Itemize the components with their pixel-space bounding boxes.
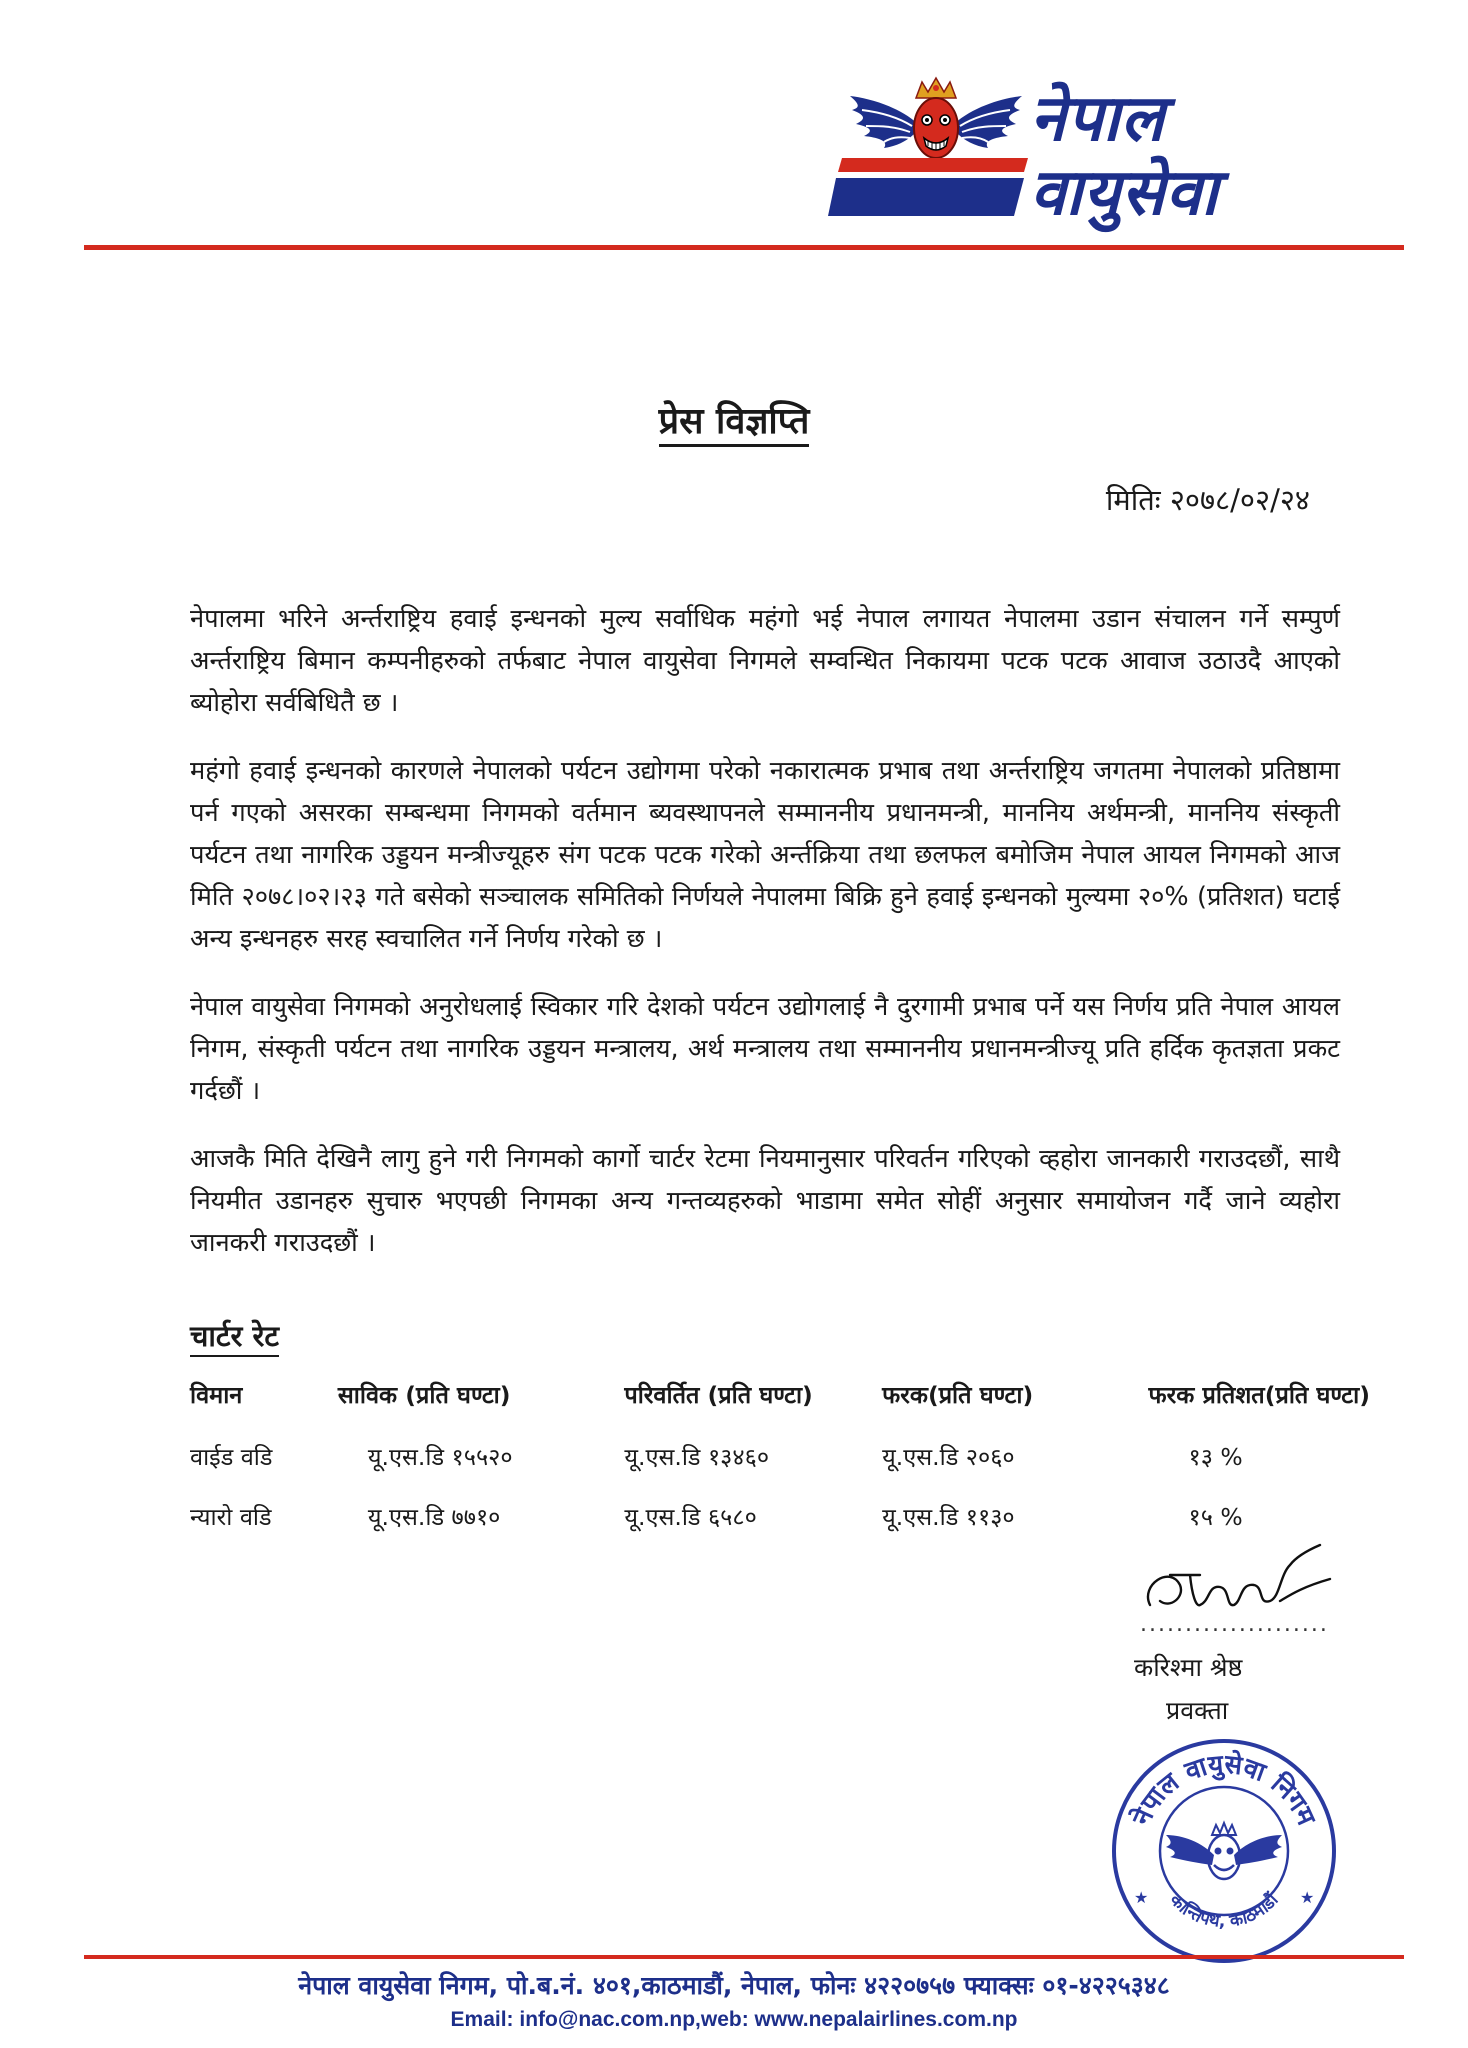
- table-cell: न्यारो वडि: [190, 1503, 272, 1531]
- table-cell: यू.एस.डि १५५२०: [367, 1443, 513, 1471]
- official-seal-icon: [1108, 1735, 1340, 1967]
- svg-text:★: ★: [1300, 1888, 1315, 1907]
- signature-line: .....................: [1140, 1612, 1329, 1637]
- column-header: विमान: [190, 1381, 243, 1409]
- table-cell: यू.एस.डि २०६०: [882, 1443, 1015, 1471]
- body-text: [190, 598, 1340, 1290]
- logo-stripe-icon: [828, 158, 1028, 216]
- table-row: [190, 1434, 1370, 1494]
- svg-text:कान्तिपथ, काठमाडौं: कान्तिपथ, काठमाडौं: [1165, 1890, 1283, 1932]
- header-divider: [84, 245, 1404, 250]
- signatory-name: करिश्मा श्रेष्ठ: [1134, 1653, 1243, 1682]
- paragraph-3: नेपाल वायुसेवा निगमको अनुरोधलाई स्विकार गरि देशको पर्यटन उद्योगलाई नै दुरगामी प्रभाब पर्ने यस निर्णय प्रति नेपाल आयल निगम, संस्कृती पर्यटन तथा नागरिक उड्डयन मन्त्रालय, अर्थ मन्त्रालय तथा सम्माननीय प्रधानमन्त्रीज्यू प्रति हर्दिक कृतज्ञता प्रकट गर्दछौं ।: [190, 992, 1340, 1106]
- footer-divider: [84, 1955, 1404, 1959]
- svg-text:★: ★: [1134, 1888, 1149, 1907]
- column-header: साविक (प्रति घण्टा): [337, 1381, 511, 1409]
- logo-wordmark: [1030, 82, 1219, 230]
- table-cell: यू.एस.डि ६५८०: [624, 1503, 757, 1531]
- document-date: मितिः २०७८/०२/२४: [1105, 483, 1310, 517]
- logo-line-1: नेपाल: [1030, 82, 1165, 156]
- column-header: फरक प्रतिशत(प्रति घण्टा): [1148, 1381, 1370, 1409]
- svg-text:नेपाल वायुसेवा निगम: नेपाल वायुसेवा निगम: [1127, 1749, 1321, 1830]
- table-cell: यू.एस.डि १३४६०: [624, 1443, 770, 1471]
- logo-line-2: वायुसेवा: [1030, 156, 1219, 230]
- column-header: परिवर्तित (प्रति घण्टा): [624, 1381, 813, 1409]
- paragraph-4: आजकै मिति देखिनै लागु हुने गरी निगमको कार्गो चार्टर रेटमा नियमानुसार परिवर्तन गरिएको व्हहोरा जानकारी गराउदछौं, साथै नियमीत उडानहरु सुचारु भएपछी निगमका अन्य गन्तव्यहरुको भाडामा समेत सोहीं अनुसार समायोजन गर्दै जाने व्यहोरा जानकरी गराउदछौं ।: [190, 1144, 1340, 1258]
- page-title: प्रेस विज्ञप्ति: [0, 395, 1468, 444]
- paragraph-2: महंगो हवाई इन्धनको कारणले नेपालको पर्यटन उद्योगमा परेको नकारात्मक प्रभाब तथा अर्न्तराष्ट्रिय जगतमा नेपालको प्रतिष्ठामा पर्न गएको असरका सम्बन्धमा निगमको वर्तमान ब्यवस्थापनले सम्माननीय प्रधानमन्त्री, माननिय अर्थमन्त्री, माननिय संस्कृती पर्यटन तथा नागरिक उड्डयन मन्त्रीज्यूहरु संग पटक पटक गरेको अर्न्तक्रिया तथा छलफल बमोजिम नेपाल आयल निगमको आज मिति २०७८।०२।२३ गते बसेको सञ्चालक समितिको निर्णयले नेपालमा बिक्रि हुने हवाई इन्धनको मुल्यमा २०% (प्रतिशत) घटाई अन्य इन्धनहरु सरह स्वचालित गर्ने निर्णय गरेको छ ।: [190, 756, 1340, 954]
- table-cell: यू.एस.डि ७७१०: [367, 1503, 501, 1531]
- table-cell: यू.एस.डि ११३०: [882, 1503, 1015, 1531]
- footer-address: नेपाल वायुसेवा निगम, पो.ब.नं. ४०१,काठमाडौं, नेपाल, फोनः ४२२०७५७ फ्याक्सः ०१-४२२५३४८: [298, 1971, 1170, 2000]
- signatory-title: प्रवक्ता: [1166, 1696, 1229, 1725]
- charter-heading: चार्टर रेट: [190, 1316, 279, 1355]
- table-cell: १३ %: [1188, 1443, 1243, 1471]
- table-cell: वाईड वडि: [190, 1443, 273, 1471]
- table-header-row: [190, 1378, 1370, 1434]
- column-header: फरक(प्रति घण्टा): [882, 1381, 1034, 1409]
- footer-contact: Email: info@nac.com.np,web: www.nepalairlines.com.np: [450, 2008, 1018, 2031]
- table-cell: १५ %: [1188, 1503, 1243, 1531]
- paragraph-1: नेपालमा भरिने अर्न्तराष्ट्रिय हवाई इन्धनको मुल्य सर्वाधिक महंगो भई नेपाल लगायत नेपालमा उडान संचालन गर्ने सम्पुर्ण अर्न्तराष्ट्रिय बिमान कम्पनीहरुको तर्फबाट नेपाल वायुसेवा निगमले सम्वन्धित निकायमा पटक पटक आवाज उठाउदै आएको ब्योहोरा सर्वबिधितै छ ।: [190, 604, 1340, 718]
- charter-rate-table: [190, 1378, 1370, 1554]
